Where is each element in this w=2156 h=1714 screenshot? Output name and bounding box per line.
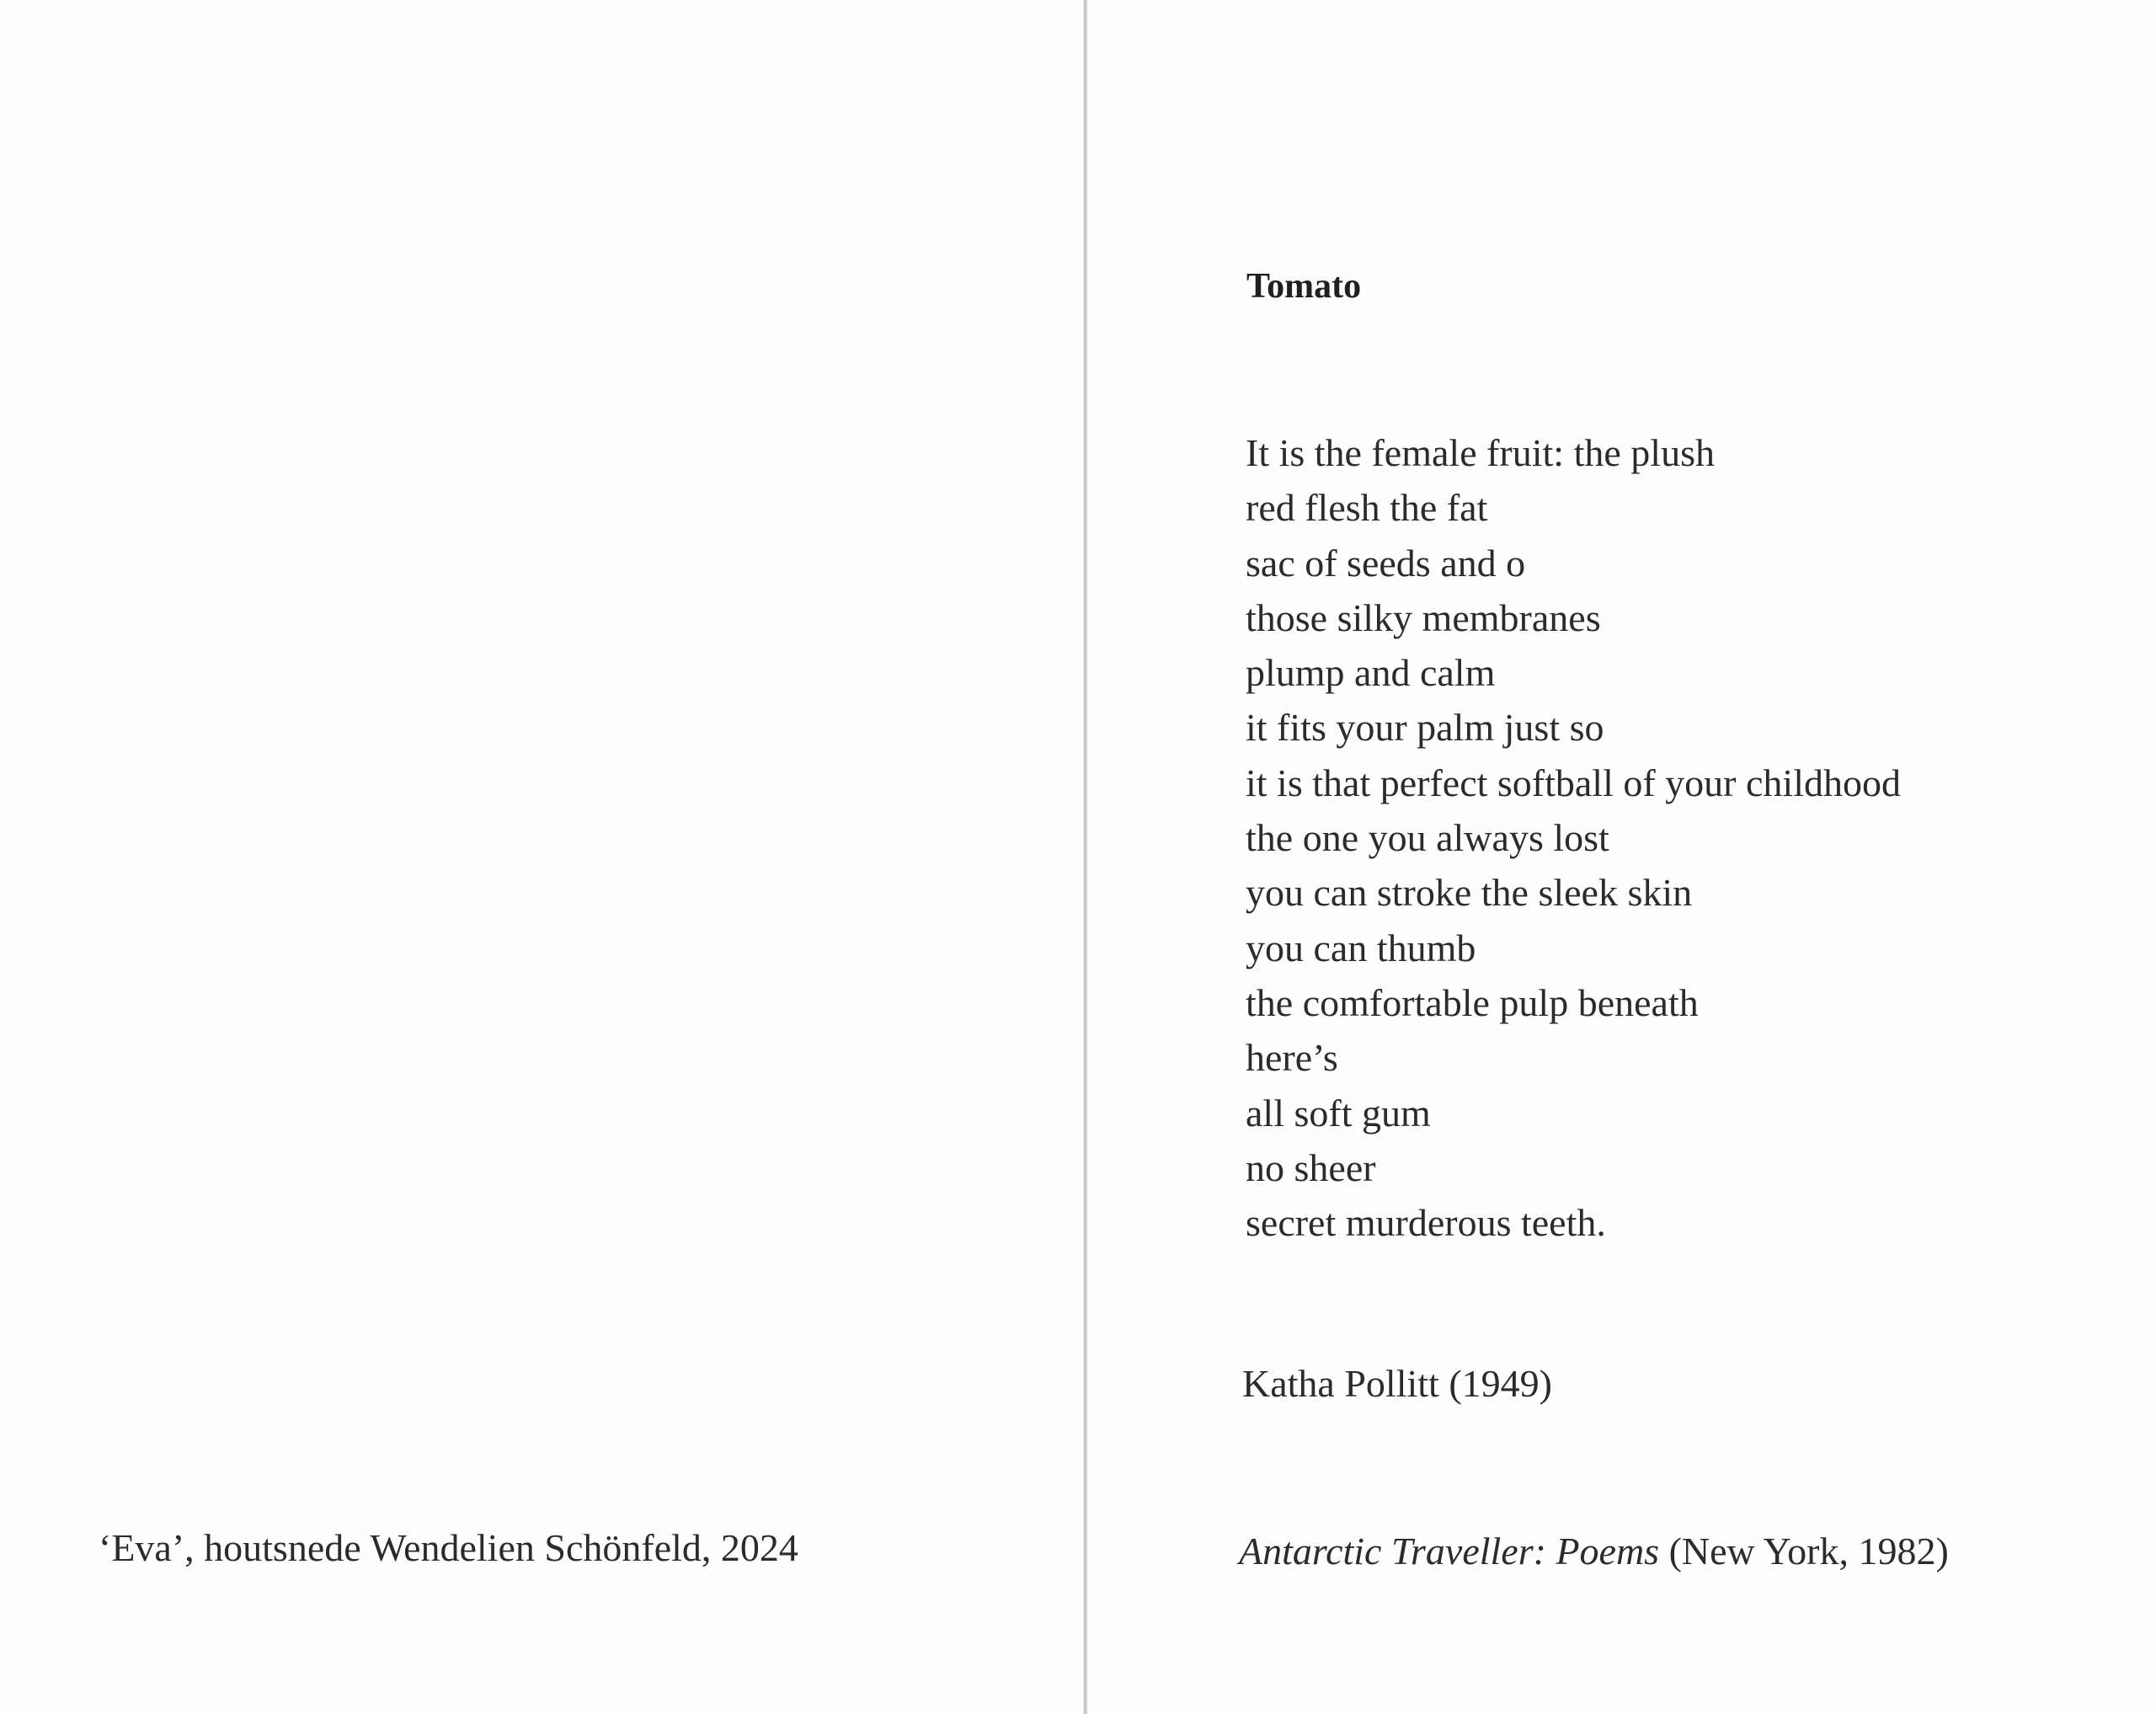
- poem-line: no sheer: [1246, 1145, 1376, 1189]
- poem-line: It is the female fruit: the plush: [1246, 431, 1715, 474]
- poem-line: those silky membranes: [1246, 595, 1601, 639]
- poem-line: here’s: [1246, 1036, 1338, 1080]
- poem-line: the one you always lost: [1246, 816, 1609, 860]
- source-details: (New York, 1982): [1659, 1530, 1949, 1573]
- poem-author: Katha Pollitt (1949): [1242, 1362, 1552, 1405]
- poem-line: secret murderous teeth.: [1246, 1201, 1606, 1245]
- poem-line: it is that perfect softball of your childhood: [1246, 761, 1901, 804]
- source-book-title: Antarctic Traveller: Poems: [1239, 1530, 1660, 1573]
- poem-line: you can thumb: [1246, 926, 1476, 969]
- poem-line: you can stroke the sleek skin: [1246, 871, 1693, 915]
- poem-line: red flesh the fat: [1246, 486, 1488, 530]
- poem-line: plump and calm: [1246, 651, 1496, 695]
- poem-title: Tomato: [1246, 267, 1362, 306]
- poem-body: [1246, 425, 1901, 1250]
- poem-line: the comfortable pulp beneath: [1246, 980, 1699, 1024]
- poem-source: [1239, 1526, 1949, 1577]
- poem-line: all soft gum: [1246, 1091, 1431, 1135]
- poem-line: it fits your palm just so: [1246, 706, 1604, 750]
- image-caption: ‘Eva’, houtsnede Wendelien Schönfeld, 2024: [99, 1526, 798, 1569]
- poem-line: sac of seeds and o: [1246, 541, 1526, 585]
